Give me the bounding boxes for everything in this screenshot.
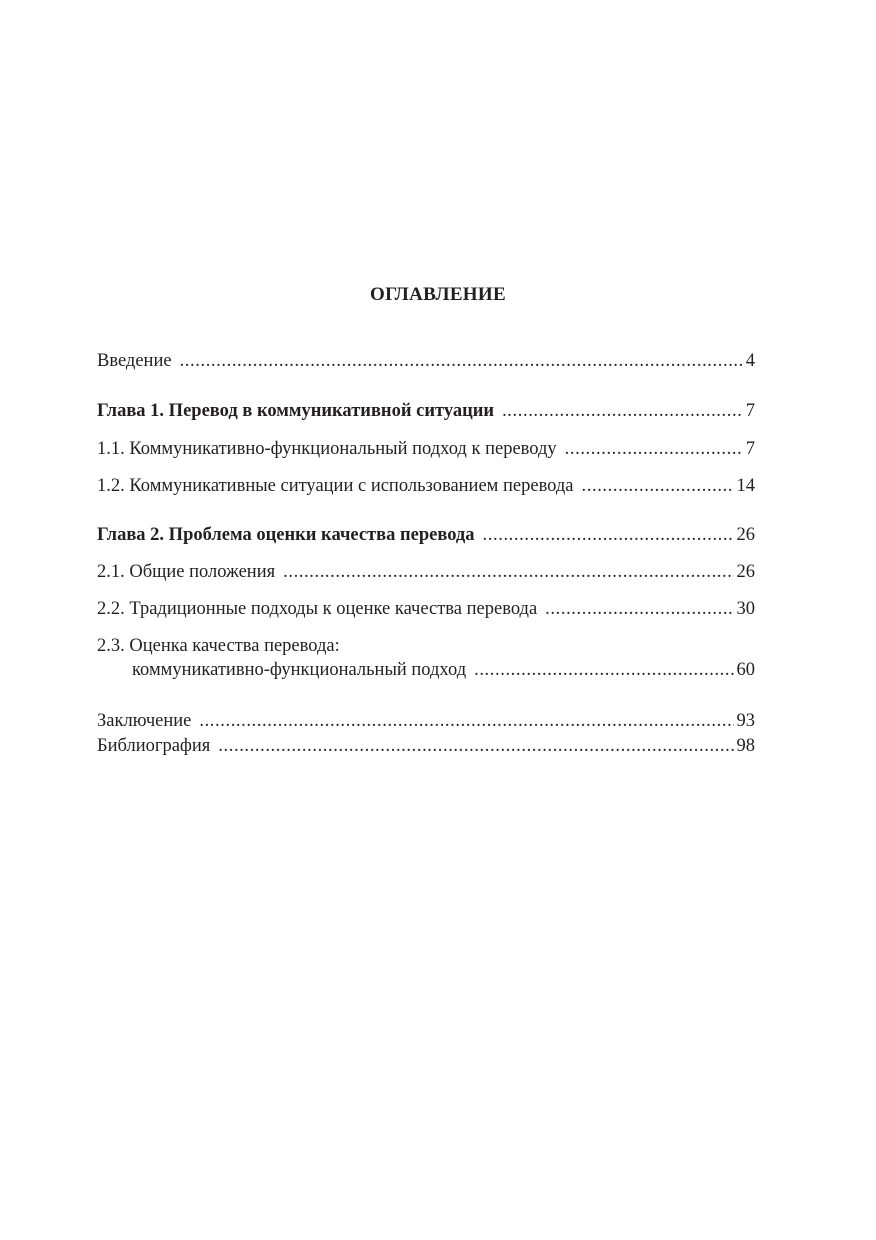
toc-entry-label: 1.2. Коммуникативные ситуации с использованием перевода: [97, 476, 574, 496]
toc-entry-page: 4: [745, 351, 755, 371]
toc-entry-bibliography: [97, 734, 755, 758]
toc-entry-section-1-1: [97, 437, 755, 461]
toc-entry-section-2-2: [97, 597, 755, 621]
dot-leader: [545, 597, 733, 621]
dot-leader: [582, 474, 734, 498]
toc-entry-label-continuation: коммуникативно-функциональный подход: [132, 660, 467, 680]
toc-entry-section-1-2: [97, 474, 755, 498]
toc-entry-chapter-2: [97, 523, 755, 547]
toc-entry-label: Глава 1. Перевод в коммуникативной ситуации: [97, 401, 495, 421]
toc-entry-label: Библиография: [97, 736, 211, 756]
toc-entry-page: 30: [736, 599, 755, 619]
toc-entry-label: Заключение: [97, 711, 192, 731]
dot-leader: [565, 437, 743, 461]
toc-entry-section-2-1: [97, 560, 755, 584]
toc-title: ОГЛАВЛЕНИЕ: [370, 284, 506, 305]
toc-entry-page: 26: [736, 525, 755, 545]
toc-entry-chapter-1: [97, 399, 755, 423]
toc-entry-label: 2.2. Традиционные подходы к оценке качества перевода: [97, 599, 538, 619]
dot-leader: [283, 560, 733, 584]
toc-entry-label: 1.1. Коммуникативно-функциональный подход к переводу: [97, 439, 557, 459]
toc-entry-label: 2.3. Оценка качества перевода:: [97, 636, 340, 656]
dot-leader: [483, 523, 734, 547]
dot-leader: [502, 399, 743, 423]
toc-entry-page: 26: [736, 562, 755, 582]
toc-entry-page: 93: [736, 711, 755, 731]
toc-entry-introduction: [97, 349, 755, 373]
toc-entry-page: 14: [736, 476, 755, 496]
toc-entry-page: 7: [745, 439, 755, 459]
toc-entry-section-2-3: [97, 634, 755, 682]
toc-entry-page: 7: [745, 401, 755, 421]
toc-entry-page: 98: [736, 736, 755, 756]
toc-entry-continuation: [97, 658, 755, 682]
dot-leader: [180, 349, 743, 373]
toc-entry-page: 60: [736, 660, 755, 680]
dot-leader: [199, 709, 733, 733]
toc-entry-label: 2.1. Общие положения: [97, 562, 276, 582]
toc-entry-label: Введение: [97, 351, 172, 371]
dot-leader: [474, 658, 733, 682]
dot-leader: [218, 734, 733, 758]
toc-entry-conclusion: [97, 709, 755, 733]
toc-entry-label: Глава 2. Проблема оценки качества перевода: [97, 525, 475, 545]
